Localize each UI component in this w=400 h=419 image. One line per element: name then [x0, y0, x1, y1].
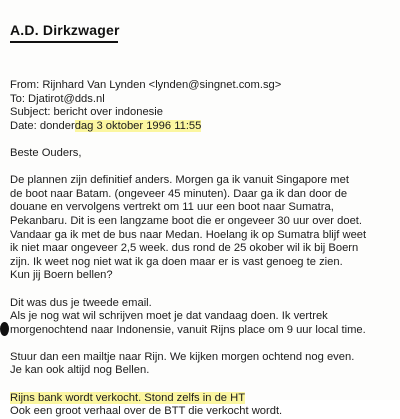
paragraph-line: Dit was dus je tweede email.: [10, 296, 152, 309]
email-date-prefix: Date: donder: [10, 119, 75, 132]
paragraph-4: [10, 392, 395, 419]
spacer: [10, 133, 395, 147]
email-date-highlight: dag 3 oktober 1996 11:55: [74, 119, 202, 132]
paragraph-line: de boot naar Batam. (ongeveer 45 minuten). Daar ga ik dan door de: [10, 187, 348, 200]
paragraph-line: [10, 392, 395, 406]
paragraph-line: douane en vervolgens vertrekt om 11 uur een boot naar Sumatra,: [10, 201, 334, 214]
letterhead-underline: [10, 41, 118, 43]
paragraph-2: [10, 297, 395, 338]
paragraph-line: zijn. Ik weet nog niet wat ik ga doen maar er is vast genoeg te zien.: [10, 255, 343, 268]
email-to: To: Djatirot@dds.nl: [10, 92, 105, 105]
paragraph-line-cut: Ook een groot verhaal over de BTT die verkocht wordt.: [10, 405, 283, 418]
letterhead-author: A.D. Dirkzwager: [10, 22, 120, 38]
spacer: [10, 378, 395, 392]
paragraph-line: Vandaar ga ik met de bus naar Medan. Hoelang ik op Sumatra blijf weet: [10, 228, 367, 241]
spacer: [10, 161, 395, 175]
paragraph-line: Je kan ook altijd nog Bellen.: [10, 364, 150, 377]
paragraph-line: ik niet maar ongeveer 2,5 week. dus rond de 25 okober wil ik bij Boern: [10, 242, 359, 255]
paragraph-line: Als je nog wat wil schrijven moet je dat vandaag doen. Ik vertrek: [10, 310, 328, 323]
email-body: [10, 79, 395, 419]
paragraph-line: Pekanbaru. Dit is een langzame boot die er ongeveer 30 uur over doet.: [10, 214, 363, 227]
paragraph-line: morgenochtend naar Indonensie, vanuit Rijns place om 9 uur local time.: [10, 323, 366, 336]
email-date: [10, 120, 395, 134]
email-from: From: Rijnhard Van Lynden <lynden@singnet.com.sg>: [10, 79, 282, 91]
paragraph-line: De plannen zijn definitief anders. Morgen ga ik vanuit Singapore met: [10, 174, 349, 187]
paragraph-line: Stuur dan een mailtje naar Rijn. We kijken morgen ochtend nog even.: [10, 350, 355, 363]
spacer: [10, 337, 395, 351]
paragraph-line: Kun jij Boern bellen?: [10, 269, 113, 282]
scan-smudge: [0, 322, 9, 336]
email-subject: Subject: bericht over indonesie: [10, 106, 163, 119]
spacer: [10, 283, 395, 297]
highlighted-text: Rijns bank wordt verkocht. Stond zelfs in de HT: [10, 391, 246, 404]
paragraph-1: [10, 174, 395, 283]
email-salutation: Beste Ouders,: [10, 146, 82, 159]
paragraph-3: [10, 351, 395, 378]
